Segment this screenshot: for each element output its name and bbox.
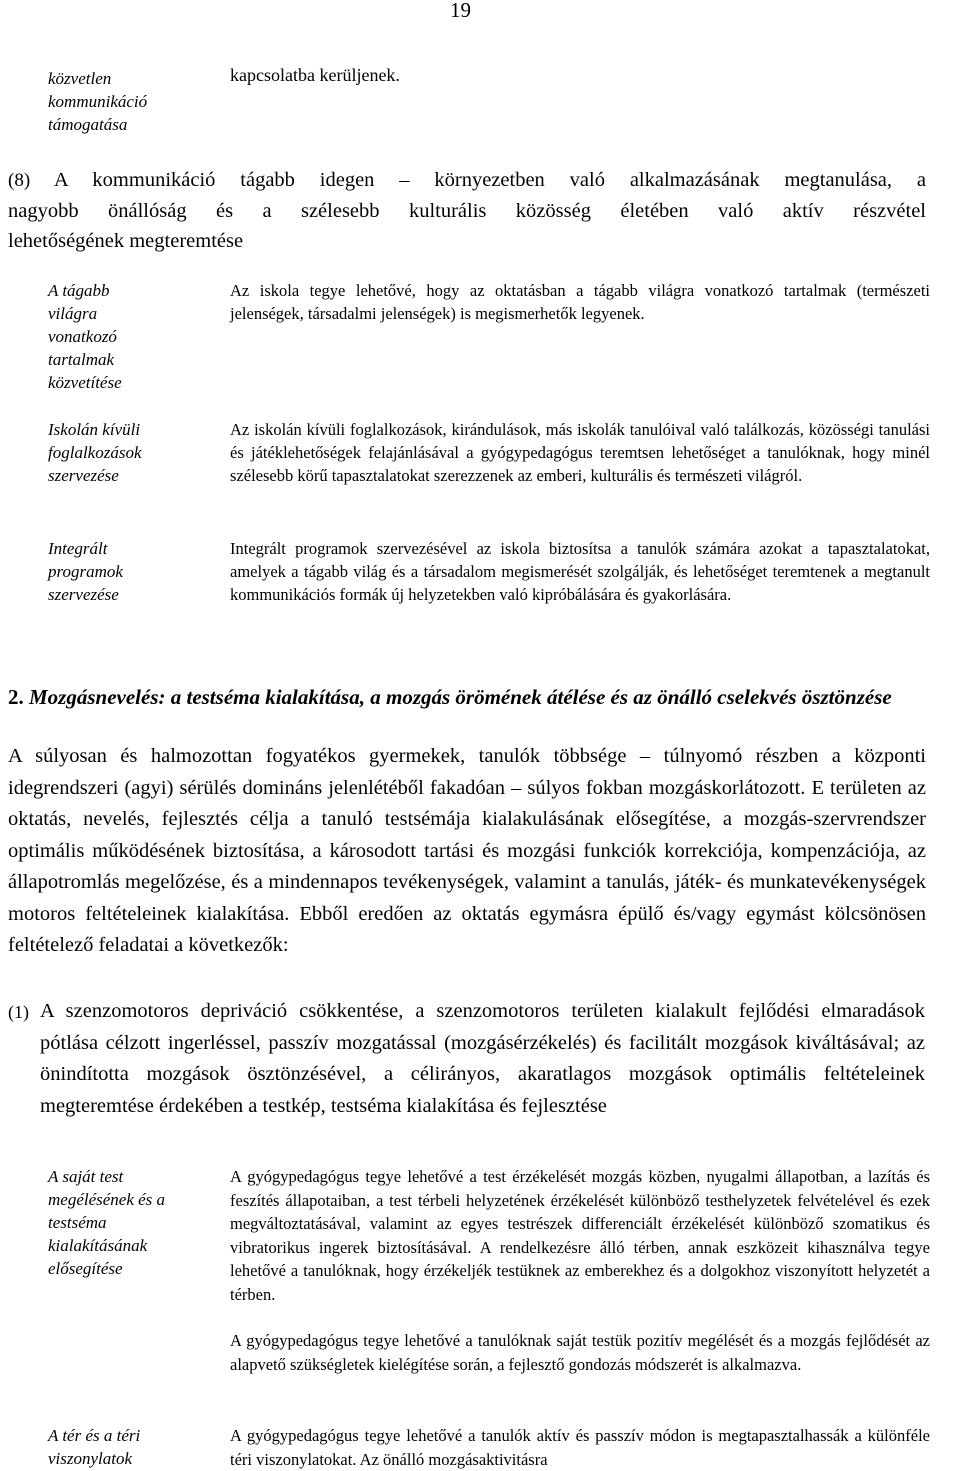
intro-paragraph: A súlyosan és halmozottan fogyatékos gyermekek, tanulók többsége – túlnyomó részben a központi idegrendszeri (agyi) sérülés domináns jelenlétéből fakadóan – súlyos fokban mozgáskorlátozott. E területen az oktatás, nevelés, fejlesztés célja a tanuló testsémája kialakulásának elősegítése, a mozgás-szervrendszer optimális működésének biztosítása, a károsodott tartási és mozgási funkciók korrekciója, kompenzációja, az állapotromlás megelőzése, és a mindennapos tevékenységek, valamint a tanulás, játék- és munkatevékenységek motoros feltételeinek kialakítása. Ebből eredően az oktatás egymásra épülő és/vagy egymást kölcsönösen feltételező feladatai a következők: xyxy=(8,745,926,956)
integrated-programs-text: Integrált programok szervezésével az iskola biztosítsa a tanulók számára azokat a tapasztalatokat, amelyek a tágabb világ és a társadalom megismerését szolgálják, és lehetőséget teremtenek a megtanult kommunikációs formák új helyzetekben való kipróbálására és gyakorlására. xyxy=(230,539,930,604)
point-8-line-2: nagyobb önállóság és a szélesebb kulturális közösség életében való aktív részvétel xyxy=(8,200,926,222)
body-schema-text-2: A gyógypedagógus tegye lehetővé a tanulóknak saját testük pozitív megélését és a mozgás fejlődését az alapvető szükségletek kielégítése során, a fejlesztő gondozás módszerét is alkalmazva. xyxy=(230,1331,930,1374)
side-label-space-relations: A tér és a téri viszonylatok xyxy=(48,1426,141,1468)
body-schema-text-1: A gyógypedagógus tegye lehetővé a test érzékelését mozgás közben, nyugalmi állapotban, a lazítás és feszítés állapotaiban, a test térbeli helyzetének érzékelését különböző testhelyzetek felvételével és ezek megváltoztatásával, valamint az egyes testrészek differenciált érzékelését különböző szomatikus és vibratorikus ingerek biztosításával. A rendelkezésre álló térben, annak eszközeit kihasználva tegye lehetővé a tanulóknak, hogy érzékeljék testüknek az emberekhez és a dolgokhoz viszonyított helyzetét a térben. xyxy=(230,1167,930,1304)
page-number: 19 xyxy=(450,0,471,22)
section-heading xyxy=(8,682,933,712)
extracurricular-text: Az iskolán kívüli foglalkozások, kirándulások, más iskolák tanulóival való találkozás, közösségi tanulási és játéklehetőségek felajánlásával a gyógypedagógus teremtsen lehetőséget a tanulóknak, hogy minél szélesebb körű tapasztalatokat szerezzenek az emberi, kulturális és természeti világról. xyxy=(230,420,930,485)
section-title: Mozgásnevelés: a testséma kialakítása, a mozgás örömének átélése és az önálló cselekvés ösztönzése xyxy=(29,685,892,709)
point-1-number: (1) xyxy=(8,1002,29,1022)
side-label-direct-communication: közvetlen kommunikáció támogatása xyxy=(48,69,148,134)
section-number: 2. xyxy=(8,685,24,709)
point-8-line-1: (8) A kommunikáció tágabb idegen – környezetben való alkalmazásának megtanulása, a xyxy=(8,169,926,191)
side-label-extracurricular: Iskolán kívüli foglalkozások szervezése xyxy=(48,420,142,485)
point-8-line-3: lehetőségének megteremtése xyxy=(8,230,244,252)
point-1-text: A szenzomotoros depriváció csökkentése, a szenzomotoros területen kialakult fejlődési elmaradások pótlása célzott ingerléssel, passzív mozgatással (mozgásérzékelés) és facilitált mozgások kiváltásával; az önindította mozgások ösztönzésével, a célirányos, akaratlagos mozgások optimális feltételeinek megteremtése érdekében a testkép, testséma kialakítása és fejlesztése xyxy=(40,1000,925,1117)
point-8-number: (8) xyxy=(8,170,31,191)
wider-world-text: Az iskola tegye lehetővé, hogy az oktatásban a tágabb világra vonatkozó tartalmak (természeti jelenségek, társadalmi jelenségek) is megismerhetők legyenek. xyxy=(230,281,930,323)
side-label-body-schema: A saját test megélésének és a testséma kialakításának elősegítése xyxy=(48,1167,166,1278)
continuation-text: kapcsolatba kerüljenek. xyxy=(230,65,400,85)
side-label-integrated-programs: Integrált programok szervezése xyxy=(48,539,123,604)
side-label-wider-world: A tágabb világra vonatkozó tartalmak közvetítése xyxy=(48,281,122,392)
space-relations-text: A gyógypedagógus tegye lehetővé a tanulók aktív és passzív módon is megtapasztalhassák a különféle téri viszonylatokat. Az önálló mozgásaktivitásra xyxy=(230,1426,930,1469)
